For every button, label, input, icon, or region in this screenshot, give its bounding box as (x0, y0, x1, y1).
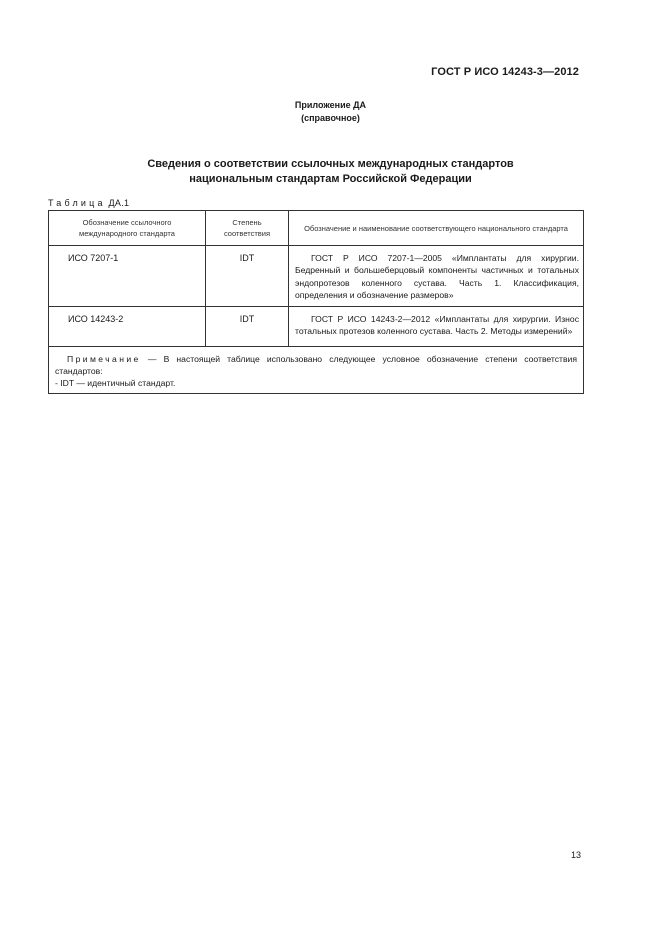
table-row (49, 306, 584, 346)
section-title (0, 157, 661, 187)
header-degree: Степень соответствия (206, 211, 289, 246)
row-national-standard (289, 246, 584, 307)
table-label (48, 198, 129, 208)
row-international-code: ИСО 14243-2 (49, 306, 206, 346)
row-degree: IDT (206, 246, 289, 307)
table-note (49, 346, 584, 393)
row-national-standard (289, 306, 584, 346)
header-national-standard: Обозначение и наименование соответствующего национального стандарта (289, 211, 584, 246)
section-title-line-2: национальным стандартам Российской Федерации (189, 173, 472, 185)
table-label-number: ДА.1 (108, 198, 130, 208)
page-number: 13 (570, 850, 581, 860)
table-note-row (49, 346, 584, 393)
appendix-subtitle: (справочное) (301, 113, 360, 123)
table-label-word: Таблица (48, 198, 106, 208)
row-international-code: ИСО 7207-1 (49, 246, 206, 307)
table-row (49, 246, 584, 307)
row-degree: IDT (206, 306, 289, 346)
correspondence-table (48, 210, 584, 394)
appendix-heading (0, 99, 661, 125)
note-text: — В настоящей таблице использовано следующее условное обозначение степени соответствия стандартов: (55, 353, 577, 376)
note-item: - IDT — идентичный стандарт. (55, 377, 176, 388)
row-national-text: ГОСТ Р ИСО 14243-2—2012 «Имплантаты для хирургии. Износ тотальных протезов коленного сустава. Часть 2. Методы измерений» (295, 313, 579, 337)
row-national-text: ГОСТ Р ИСО 7207-1—2005 «Имплантаты для хирургии. Бедренный и большеберцовый компоненты частичных и тотальных эндопротезов коленного сустава. Часть 1. Классификация, определения и обозначение размеров» (295, 253, 579, 301)
header-international-standard: Обозначение ссылочного международного стандарта (49, 211, 206, 246)
document-code: ГОСТ Р ИСО 14243-3—2012 (431, 66, 579, 78)
section-title-line-1: Сведения о соответствии ссылочных международных стандартов (147, 158, 514, 170)
table-header-row (49, 211, 584, 246)
note-label: Примечание (67, 353, 141, 364)
appendix-title: Приложение ДА (294, 100, 367, 110)
